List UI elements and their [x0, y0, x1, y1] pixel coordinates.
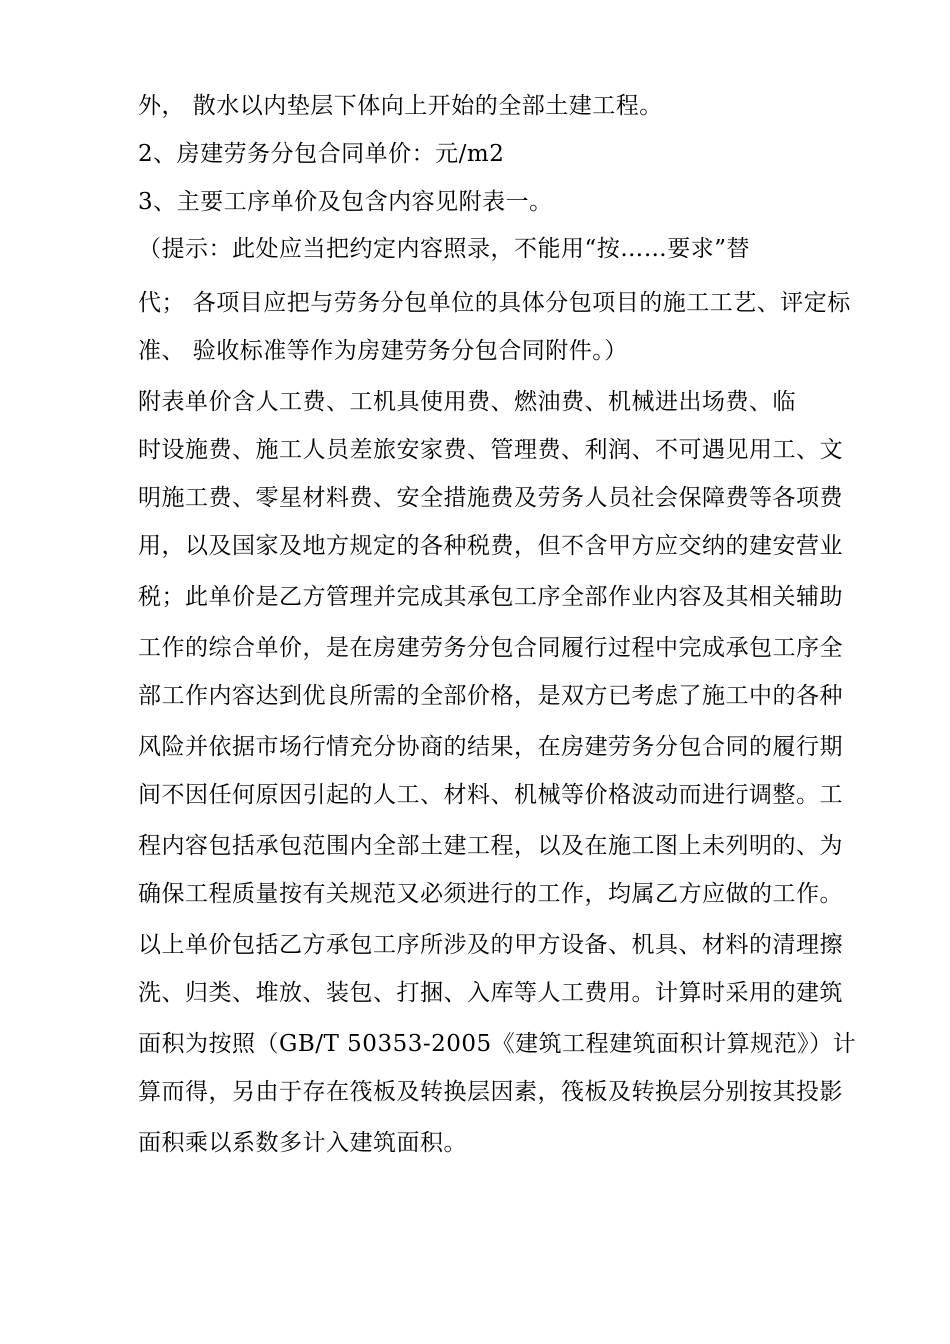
text-line: 面积乘以系数多计入建筑面积。	[138, 1130, 467, 1156]
text-line: 面积为按照（GB/T 50353-2005《建筑工程建筑面积计算规范》）计	[138, 1031, 857, 1057]
text-line: 风险并依据市场行情充分协商的结果，在房建劳务分包合同的履行期	[138, 734, 843, 760]
text-line: 明施工费、零星材料费、安全措施费及劳务人员社会保障费等各项费	[138, 485, 843, 511]
text-line: （提示：此处应当把约定内容照录，不能用“按……要求”替	[138, 236, 751, 262]
text-line: 洗、归类、堆放、装包、打捆、入库等人工费用。计算时采用的建筑	[138, 980, 843, 1006]
text-line: 间不因任何原因引起的人工、材料、机械等价格波动而进行调整。工	[138, 782, 843, 808]
text-line: 2、房建劳务分包合同单价：元/m2	[138, 141, 505, 167]
text-line: 附表单价含人工费、工机具使用费、燃油费、机械进出场费、临	[138, 389, 796, 415]
text-line: 外， 散水以内垫层下体向上开始的全部土建工程。	[138, 93, 663, 119]
text-line: 税；此单价是乙方管理并完成其承包工序全部作业内容及其相关辅助	[138, 584, 843, 610]
text-line: 代； 各项目应把与劳务分包单位的具体分包项目的施工工艺、评定标	[138, 290, 851, 316]
text-line: 以上单价包括乙方承包工序所涉及的甲方设备、机具、材料的清理擦	[138, 932, 843, 958]
text-line: 确保工程质量按有关规范又必须进行的工作，均属乙方应做的工作。	[138, 881, 843, 907]
text-line: 部工作内容达到优良所需的全部价格，是双方已考虑了施工中的各种	[138, 683, 843, 709]
text-line: 准、 验收标准等作为房建劳务分包合同附件。）	[138, 338, 628, 364]
text-line: 算而得，另由于存在筏板及转换层因素，筏板及转换层分别按其投影	[138, 1079, 843, 1105]
text-line: 时设施费、施工人员差旅安家费、管理费、利润、不可遇见用工、文	[138, 437, 843, 463]
text-line: 用，以及国家及地方规定的各种税费，但不含甲方应交纳的建安营业	[138, 533, 843, 559]
text-line: 3、主要工序单价及包含内容见附表一。	[138, 189, 553, 215]
text-line: 工作的综合单价，是在房建劳务分包合同履行过程中完成承包工序全	[138, 635, 843, 661]
text-line: 程内容包括承包范围内全部土建工程，以及在施工图上未列明的、为	[138, 833, 843, 859]
